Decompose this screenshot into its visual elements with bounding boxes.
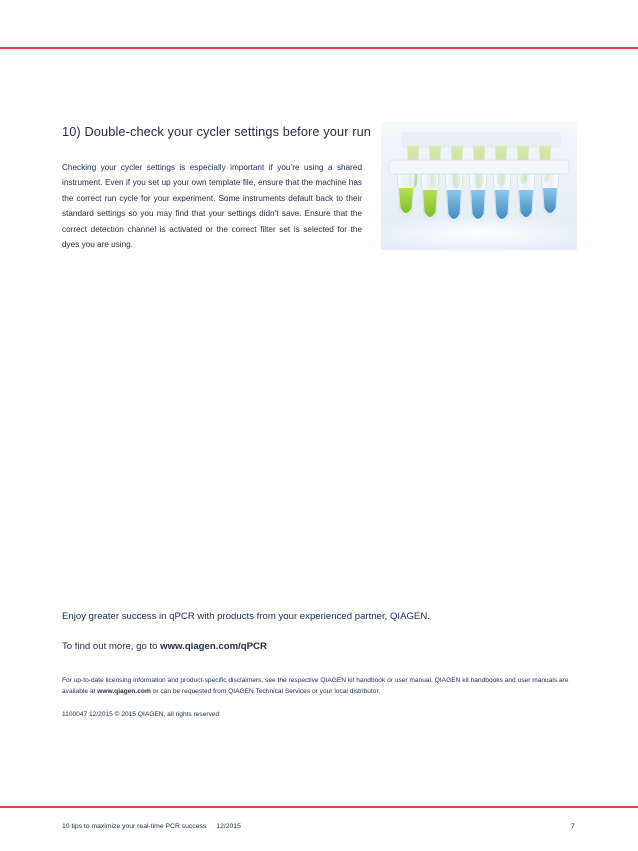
qiagen-link[interactable]: www.qiagen.com — [97, 687, 151, 695]
tip-title: 10) Double-check your cycler settings before your run — [62, 124, 372, 139]
disclaimer-text-1: For up-to-date licensing information and product-specific disclaimers, see the respective QIAGEN kit handbook or user manual. QIAGEN kit handbooks and user manuals are available at — [62, 677, 569, 695]
footer-doc-title: 10 tips to maximize your real-time PCR success — [62, 823, 207, 830]
disclaimer-text-2: or can be requested from QIAGEN Technical Services or your local distributor. — [150, 687, 381, 695]
footer-rule — [0, 806, 638, 808]
pcr-tubes-photo — [381, 122, 577, 250]
tip-body: Checking your cycler settings is especially important if you’re using a shared instrument. Even if you set up your own template file, ensure that the machine has the correct run cycle for your experiment. Some instruments default back to their standard settings so you may find that your settings didn’t save. Ensure that the correct detection channel is activated or the correct filter set is selected for the dyes you are using. — [62, 163, 362, 250]
page-number: 7 — [571, 823, 575, 830]
licensing-disclaimer — [62, 676, 582, 697]
footer-date: 12/2015 — [216, 823, 241, 830]
footer-doc-info — [62, 823, 241, 830]
header-rule — [0, 47, 638, 49]
document-code: 1100047 12/2015 © 2015 QIAGEN, all rights reserved — [62, 711, 220, 718]
find-more-prefix: To find out more, go to — [62, 641, 161, 652]
qpcr-link[interactable]: www.qiagen.com/qPCR — [160, 641, 267, 652]
find-more-line — [62, 641, 267, 652]
closing-statement: Enjoy greater success in qPCR with products from your experienced partner, QIAGEN. — [62, 611, 430, 622]
